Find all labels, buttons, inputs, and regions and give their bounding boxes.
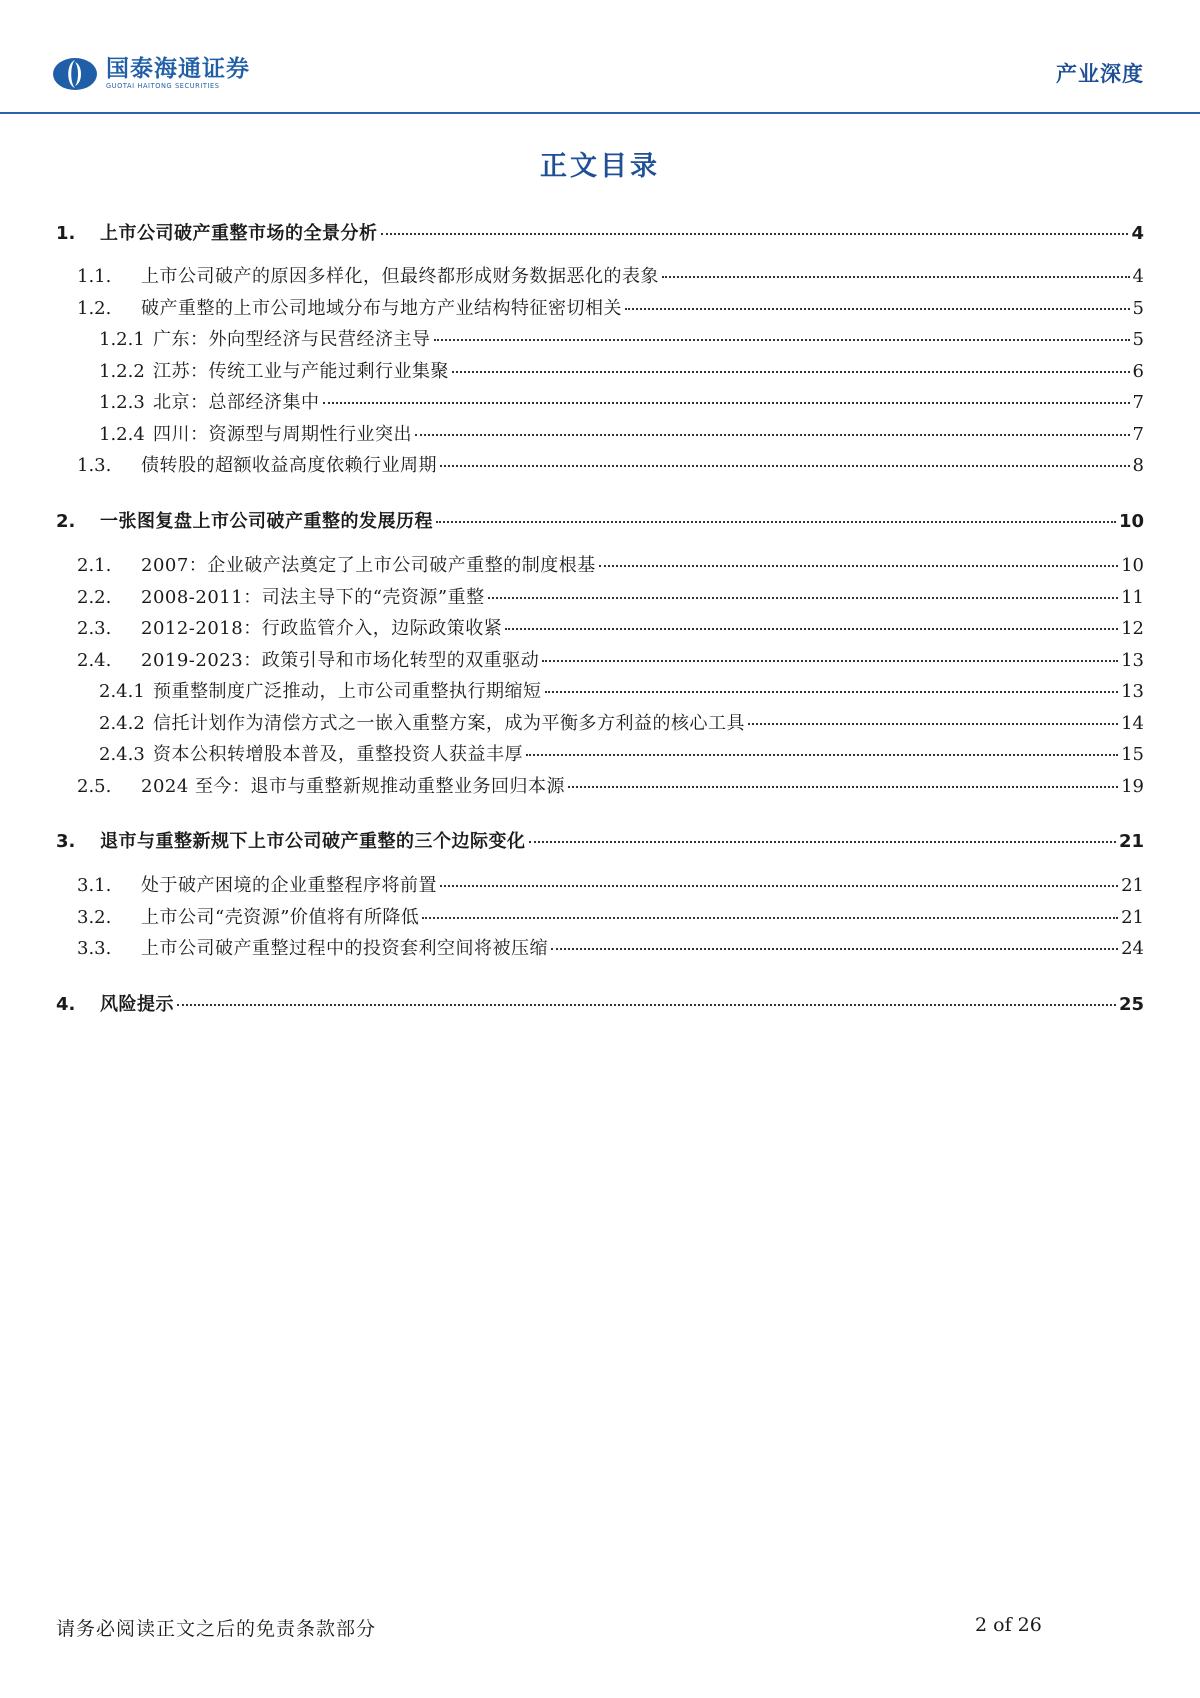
toc-entry[interactable] <box>99 328 1144 352</box>
toc-entry-number: 1. <box>56 223 76 244</box>
toc-entry-number: 1.3. <box>77 455 112 476</box>
toc-entry-number: 2. <box>56 511 76 532</box>
toc-entry-title: 2012-2018：行政监管介入，边际政策收紧 <box>141 618 503 639</box>
logo-name-en: GUOTAI HAITONG SECURITIES <box>106 82 220 90</box>
toc-entry-page: 4 <box>1131 223 1144 244</box>
disclaimer-note: 请务必阅读正文之后的免责条款部分 <box>56 1618 377 1640</box>
toc-entry[interactable] <box>56 222 1144 246</box>
toc-entry-page: 13 <box>1121 650 1144 671</box>
toc-entry-page: 21 <box>1121 907 1144 928</box>
page-number: 2 of 26 <box>975 1614 1042 1636</box>
toc-entry-page: 7 <box>1132 424 1144 445</box>
toc-entry-title: 2007：企业破产法奠定了上市公司破产重整的制度根基 <box>141 555 596 576</box>
logo-name-cn: 国泰海通证券 <box>106 56 250 82</box>
toc-leader-dots <box>177 1004 1116 1006</box>
toc-entry-page: 6 <box>1132 361 1144 382</box>
logo-mark-icon <box>52 57 98 91</box>
toc-entry-number: 3.2. <box>77 907 112 928</box>
toc-leader-dots <box>662 276 1130 278</box>
toc-leader-dots <box>545 691 1119 693</box>
toc-leader-dots <box>505 628 1118 630</box>
toc-entry[interactable] <box>77 937 1144 961</box>
toc-leader-dots <box>568 786 1118 788</box>
toc-entry[interactable] <box>77 617 1144 641</box>
toc-leader-dots <box>542 660 1118 662</box>
toc-entry[interactable] <box>99 680 1144 704</box>
toc-entry-number: 2.5. <box>77 776 112 797</box>
toc-entry-page: 21 <box>1121 875 1144 896</box>
toc-entry-title: 上市公司破产重整过程中的投资套利空间将被压缩 <box>141 938 548 959</box>
toc-entry-title: 江苏：传统工业与产能过剩行业集聚 <box>153 361 449 382</box>
toc-entry-title: 2019-2023：政策引导和市场化转型的双重驱动 <box>141 650 540 671</box>
toc-entry-title: 破产重整的上市公司地域分布与地方产业结构特征密切相关 <box>141 298 622 319</box>
toc-entry[interactable] <box>77 906 1144 930</box>
toc-leader-dots <box>440 885 1118 887</box>
toc-entry-page: 4 <box>1132 266 1144 287</box>
toc-entry-number: 3. <box>56 831 76 852</box>
toc-leader-dots <box>422 917 1118 919</box>
toc-entry-title: 资本公积转增股本普及，重整投资人获益丰厚 <box>153 744 523 765</box>
toc-entry-number: 2.2. <box>77 587 112 608</box>
toc-entry-page: 15 <box>1121 744 1144 765</box>
toc-leader-dots <box>452 371 1130 373</box>
toc-entry-title: 2008-2011：司法主导下的“壳资源”重整 <box>141 587 485 608</box>
company-logo <box>52 57 250 91</box>
toc-entry-title: 上市公司破产的原因多样化，但最终都形成财务数据恶化的表象 <box>141 266 659 287</box>
toc-entry-page: 10 <box>1121 555 1144 576</box>
toc-leader-dots <box>529 841 1116 843</box>
toc-entry-number: 1.2.3 <box>99 392 145 413</box>
toc-entry-number: 2.4.3 <box>99 744 145 765</box>
toc-leader-dots <box>526 754 1118 756</box>
toc-entry-page: 12 <box>1121 618 1144 639</box>
toc-leader-dots <box>488 597 1118 599</box>
toc-entry[interactable] <box>77 297 1144 321</box>
toc-entry-title: 信托计划作为清偿方式之一嵌入重整方案，成为平衡多方利益的核心工具 <box>153 713 745 734</box>
toc-entry-title: 四川：资源型与周期性行业突出 <box>153 424 412 445</box>
toc-entry-title: 北京：总部经济集中 <box>153 392 320 413</box>
toc-entry-title: 退市与重整新规下上市公司破产重整的三个边际变化 <box>100 831 526 852</box>
toc-entry[interactable] <box>99 712 1144 736</box>
toc-entry-number: 1.2.1 <box>99 329 145 350</box>
toc-entry-title: 上市公司“壳资源”价值将有所降低 <box>141 907 420 928</box>
toc-entry[interactable] <box>77 649 1144 673</box>
toc-entry[interactable] <box>77 454 1144 478</box>
toc-entry[interactable] <box>56 830 1144 854</box>
toc-leader-dots <box>415 434 1130 436</box>
toc-entry-page: 5 <box>1132 329 1144 350</box>
toc-entry-number: 1.2. <box>77 298 112 319</box>
toc-entry-title: 2024 至今：退市与重整新规推动重整业务回归本源 <box>141 776 566 797</box>
toc-entry[interactable] <box>99 423 1144 447</box>
toc-entry[interactable] <box>77 874 1144 898</box>
toc-entry-title: 一张图复盘上市公司破产重整的发展历程 <box>100 511 433 532</box>
toc-entry-title: 广东：外向型经济与民营经济主导 <box>153 329 431 350</box>
toc-entry[interactable] <box>99 391 1144 415</box>
toc-entry-number: 3.1. <box>77 875 112 896</box>
toc-entry-page: 14 <box>1121 713 1144 734</box>
report-type-tag: 产业深度 <box>1056 62 1144 86</box>
toc-entry-number: 2.4. <box>77 650 112 671</box>
page-header <box>0 0 1200 116</box>
toc-entry-page: 21 <box>1118 831 1144 852</box>
toc-entry-number: 3.3. <box>77 938 112 959</box>
toc-entry-number: 1.2.4 <box>99 424 145 445</box>
toc-leader-dots <box>625 308 1130 310</box>
toc-entry-number: 2.3. <box>77 618 112 639</box>
toc-entry[interactable] <box>56 510 1144 534</box>
toc-leader-dots <box>440 465 1130 467</box>
toc-entry-page: 5 <box>1132 298 1144 319</box>
toc-entry-page: 13 <box>1121 681 1144 702</box>
toc-leader-dots <box>381 233 1129 235</box>
toc-leader-dots <box>551 948 1118 950</box>
toc-entry-title: 上市公司破产重整市场的全景分析 <box>100 223 378 244</box>
toc-entry-page: 7 <box>1132 392 1144 413</box>
toc-entry[interactable] <box>77 586 1144 610</box>
toc-entry[interactable] <box>56 993 1144 1017</box>
toc-entry-page: 8 <box>1132 455 1144 476</box>
toc-leader-dots <box>748 723 1118 725</box>
toc-leader-dots <box>323 402 1130 404</box>
toc-leader-dots <box>599 565 1118 567</box>
toc-entry-page: 10 <box>1118 511 1144 532</box>
toc-entry-page: 11 <box>1121 587 1144 608</box>
toc-entry-page: 25 <box>1118 994 1144 1015</box>
toc-entry-title: 处于破产困境的企业重整程序将前置 <box>141 875 437 896</box>
toc-entry-number: 1.1. <box>77 266 112 287</box>
toc-entry[interactable] <box>99 743 1144 767</box>
toc-entry[interactable] <box>77 775 1144 799</box>
header-divider <box>0 112 1200 114</box>
toc-entry[interactable] <box>77 265 1144 289</box>
page-title: 正文目录 <box>540 151 660 182</box>
toc-entry-page: 24 <box>1121 938 1144 959</box>
toc-entry[interactable] <box>99 360 1144 384</box>
toc-entry[interactable] <box>77 554 1144 578</box>
toc-leader-dots <box>436 521 1116 523</box>
toc-entry-number: 2.4.2 <box>99 713 145 734</box>
toc-entry-page: 19 <box>1121 776 1144 797</box>
toc-entry-number: 2.1. <box>77 555 112 576</box>
toc-entry-title: 债转股的超额收益高度依赖行业周期 <box>141 455 437 476</box>
toc-entry-title: 预重整制度广泛推动，上市公司重整执行期缩短 <box>153 681 542 702</box>
toc-entry-number: 1.2.2 <box>99 361 145 382</box>
toc-entry-number: 2.4.1 <box>99 681 145 702</box>
toc-entry-title: 风险提示 <box>100 994 174 1015</box>
toc-entry-number: 4. <box>56 994 76 1015</box>
toc-leader-dots <box>434 339 1130 341</box>
